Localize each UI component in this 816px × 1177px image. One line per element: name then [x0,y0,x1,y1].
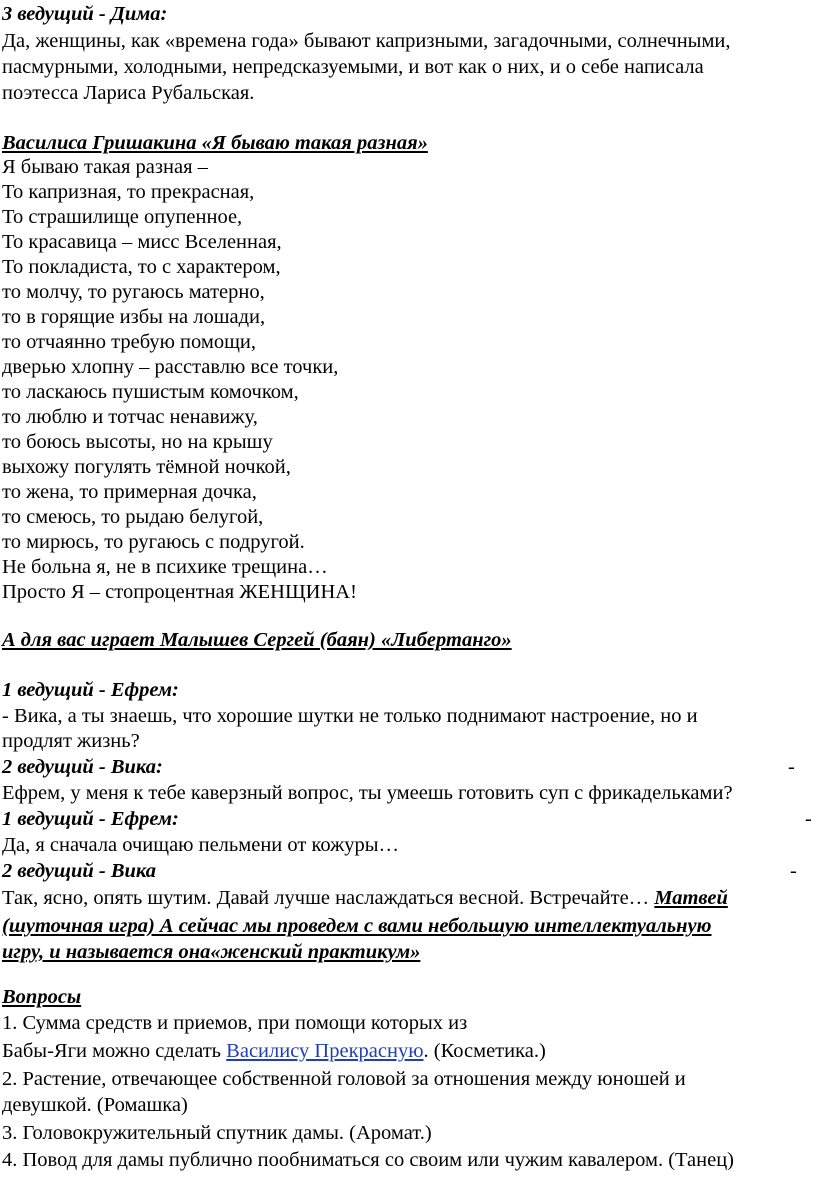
poem-line: Просто Я – стопроцентная ЖЕНЩИНА! [2,581,357,603]
dash-mark: - [790,860,797,882]
dash-mark: - [788,756,795,778]
poem-line: То красавица – мисс Вселенная, [2,231,282,253]
question-answer: . (Косметика.) [423,1040,546,1062]
dash-mark: - [805,808,812,830]
speaker-heading-efrem: 1 ведущий - Ефрем: [2,679,179,701]
announcement-line: (шуточная игра) А сейчас мы проведем с вами небольшую интеллектуальную [2,915,712,937]
question-item: 3. Головокружительный спутник дамы. (Аромат.) [2,1122,432,1144]
music-heading: А для вас играет Малышев Сергей (баян) «Либертанго» [2,629,512,651]
poem-line: то люблю и тотчас ненавижу, [2,406,258,428]
speaker-heading-vika: 2 ведущий - Вика [2,860,157,882]
dialogue-line: Ефрем, у меня к тебе каверзный вопрос, ты умеешь готовить суп с фрикадельками? [2,782,733,804]
poem-line: то отчаянно требую помощи, [2,331,256,353]
poem-line: то жена, то примерная дочка, [2,481,257,503]
announcement-line: игру, и называется она«женский практикум» [2,941,421,963]
poem-line: то боюсь высоты, но на крышу [2,431,273,453]
question-item [2,1039,546,1064]
dialogue-text: Так, ясно, опять шутим. Давай лучше наслаждаться весной. Встречайте… [2,887,655,909]
intro-line-3: поэтесса Лариса Рубальская. [2,82,255,104]
speaker-heading-vika: 2 ведущий - Вика: [2,756,163,778]
poem-line: то молчу, то ругаюсь матерно, [2,281,265,303]
intro-line-2: пасмурными, холодными, непредсказуемыми, и вот как о них, и о себе написала [2,56,704,78]
poem-line: то мирюсь, то ругаюсь с подругой. [2,531,305,553]
poem-line: то ласкаюсь пушистым комочком, [2,381,299,403]
dialogue-line [2,886,728,911]
speaker-heading-efrem: 1 ведущий - Ефрем: [2,808,179,830]
poem-line: Я бываю такая разная – [2,156,208,178]
vasilisa-link[interactable]: Василису Прекрасную [226,1040,424,1062]
intro-line-1: Да, женщины, как «времена года» бывают капризными, загадочными, солнечными, [2,30,731,52]
performer-name: Матвей [654,887,728,909]
questions-heading: Вопросы [2,986,82,1008]
poem-line: дверью хлопну – расставлю все точки, [2,356,339,378]
poem-title: Василиса Гришакина «Я бываю такая разная» [2,132,428,154]
question-item: 1. Сумма средств и приемов, при помощи которых из [2,1012,468,1034]
dialogue-line: Да, я сначала очищаю пельмени от кожуры… [2,834,400,856]
poem-line: то в горящие избы на лошади, [2,306,266,328]
question-item: девушкой. (Ромашка) [2,1094,188,1116]
poem-line: То страшилище опупенное, [2,206,243,228]
poem-line: выхожу погулять тёмной ночкой, [2,456,291,478]
speaker-heading-dima: 3 ведущий - Дима: [2,3,168,25]
dialogue-line: продлят жизнь? [2,730,140,752]
dialogue-line: - Вика, а ты знаешь, что хорошие шутки не только поднимают настроение, но и [2,705,698,727]
poem-line: то смеюсь, то рыдаю белугой, [2,506,264,528]
poem-line: То покладиста, то с характером, [2,256,281,278]
question-item: 2. Растение, отвечающее собственной головой за отношения между юношей и [2,1068,686,1090]
question-item: 4. Повод для дамы публично пообниматься со своим или чужим кавалером. (Танец) [2,1149,735,1171]
poem-line: Не больна я, не в психике трещина… [2,556,328,578]
poem-line: То капризная, то прекрасная, [2,181,255,203]
question-text: Бабы-Яги можно сделать [2,1040,227,1062]
